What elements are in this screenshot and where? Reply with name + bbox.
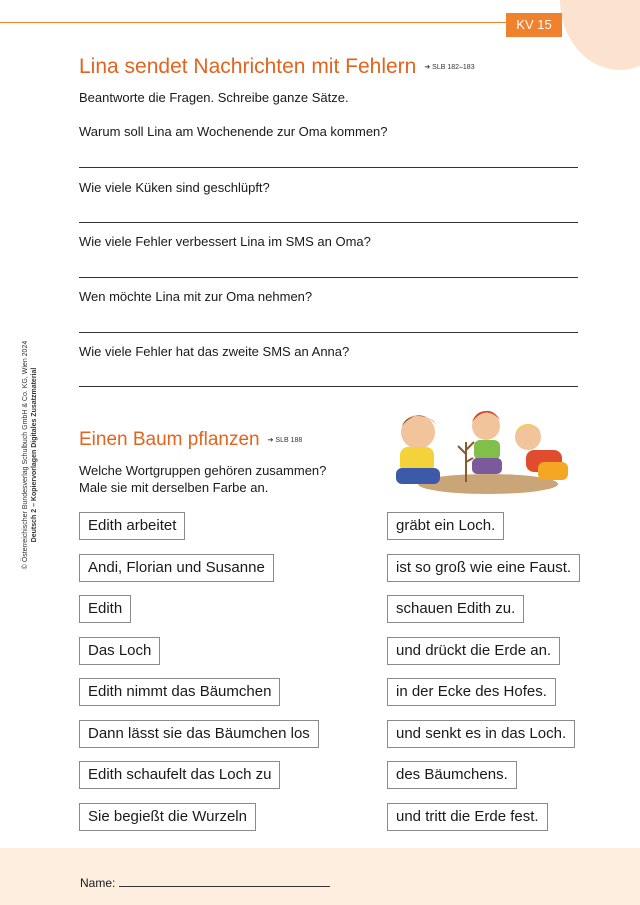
phrase-left-1[interactable]: Edith arbeitet bbox=[79, 512, 185, 540]
phrase-left-5[interactable]: Edith nimmt das Bäumchen bbox=[79, 678, 280, 706]
phrase-right-7[interactable]: des Bäumchens. bbox=[387, 761, 517, 789]
phrase-left-3[interactable]: Edith bbox=[79, 595, 131, 623]
question-1: Warum soll Lina am Wochenende zur Oma kommen? bbox=[79, 124, 388, 139]
question-5: Wie viele Fehler hat das zweite SMS an Anna? bbox=[79, 344, 350, 359]
section2-title bbox=[79, 429, 302, 451]
answer-line-5[interactable] bbox=[79, 386, 578, 387]
section1-title-text: Lina sendet Nachrichten mit Fehlern bbox=[79, 55, 417, 78]
phrase-left-6[interactable]: Dann lässt sie das Bäumchen los bbox=[79, 720, 319, 748]
phrase-right-3[interactable]: schauen Edith zu. bbox=[387, 595, 524, 623]
book-subtitle: Deutsch 2 – Kopiervorlagen Digitales Zusatzmaterial bbox=[31, 367, 38, 543]
section2-instruction-2: Male sie mit derselben Farbe an. bbox=[79, 480, 269, 495]
phrase-right-4[interactable]: und drückt die Erde an. bbox=[387, 637, 560, 665]
corner-decoration bbox=[560, 0, 640, 70]
phrase-right-2[interactable]: ist so groß wie eine Faust. bbox=[387, 554, 580, 582]
name-input-line[interactable] bbox=[119, 886, 330, 887]
header-line bbox=[0, 22, 560, 23]
copyright-text: © Österreichischer Bundesverlag Schulbuch GmbH & Co. KG, Wien 2024 bbox=[22, 340, 29, 570]
children-planting-tree-illustration bbox=[378, 402, 578, 497]
phrase-right-8[interactable]: und tritt die Erde fest. bbox=[387, 803, 548, 831]
section1-instruction: Beantworte die Fragen. Schreibe ganze Sätze. bbox=[79, 90, 349, 105]
question-3: Wie viele Fehler verbessert Lina im SMS an Oma? bbox=[79, 234, 371, 249]
section2-ref: ➔ SLB 188 bbox=[267, 436, 303, 444]
phrase-left-8[interactable]: Sie begießt die Wurzeln bbox=[79, 803, 256, 831]
phrase-right-6[interactable]: und senkt es in das Loch. bbox=[387, 720, 575, 748]
worksheet-badge: KV 15 bbox=[506, 13, 562, 37]
answer-line-1[interactable] bbox=[79, 167, 578, 168]
phrase-right-5[interactable]: in der Ecke des Hofes. bbox=[387, 678, 556, 706]
answer-line-3[interactable] bbox=[79, 277, 578, 278]
phrase-left-2[interactable]: Andi, Florian und Susanne bbox=[79, 554, 274, 582]
phrase-right-1[interactable]: gräbt ein Loch. bbox=[387, 512, 504, 540]
copyright-sidebar bbox=[21, 341, 39, 569]
question-2: Wie viele Küken sind geschlüpft? bbox=[79, 180, 270, 195]
name-label: Name: bbox=[80, 876, 116, 890]
section1-title bbox=[79, 55, 475, 79]
section2-instruction-1: Welche Wortgruppen gehören zusammen? bbox=[79, 463, 327, 478]
phrase-left-4[interactable]: Das Loch bbox=[79, 637, 160, 665]
section1-ref: ➔ SLB 182–183 bbox=[424, 64, 475, 72]
section2-title-text: Einen Baum pflanzen bbox=[79, 429, 260, 450]
question-4: Wen möchte Lina mit zur Oma nehmen? bbox=[79, 289, 313, 304]
answer-line-2[interactable] bbox=[79, 222, 578, 223]
phrase-left-7[interactable]: Edith schaufelt das Loch zu bbox=[79, 761, 280, 789]
answer-line-4[interactable] bbox=[79, 332, 578, 333]
